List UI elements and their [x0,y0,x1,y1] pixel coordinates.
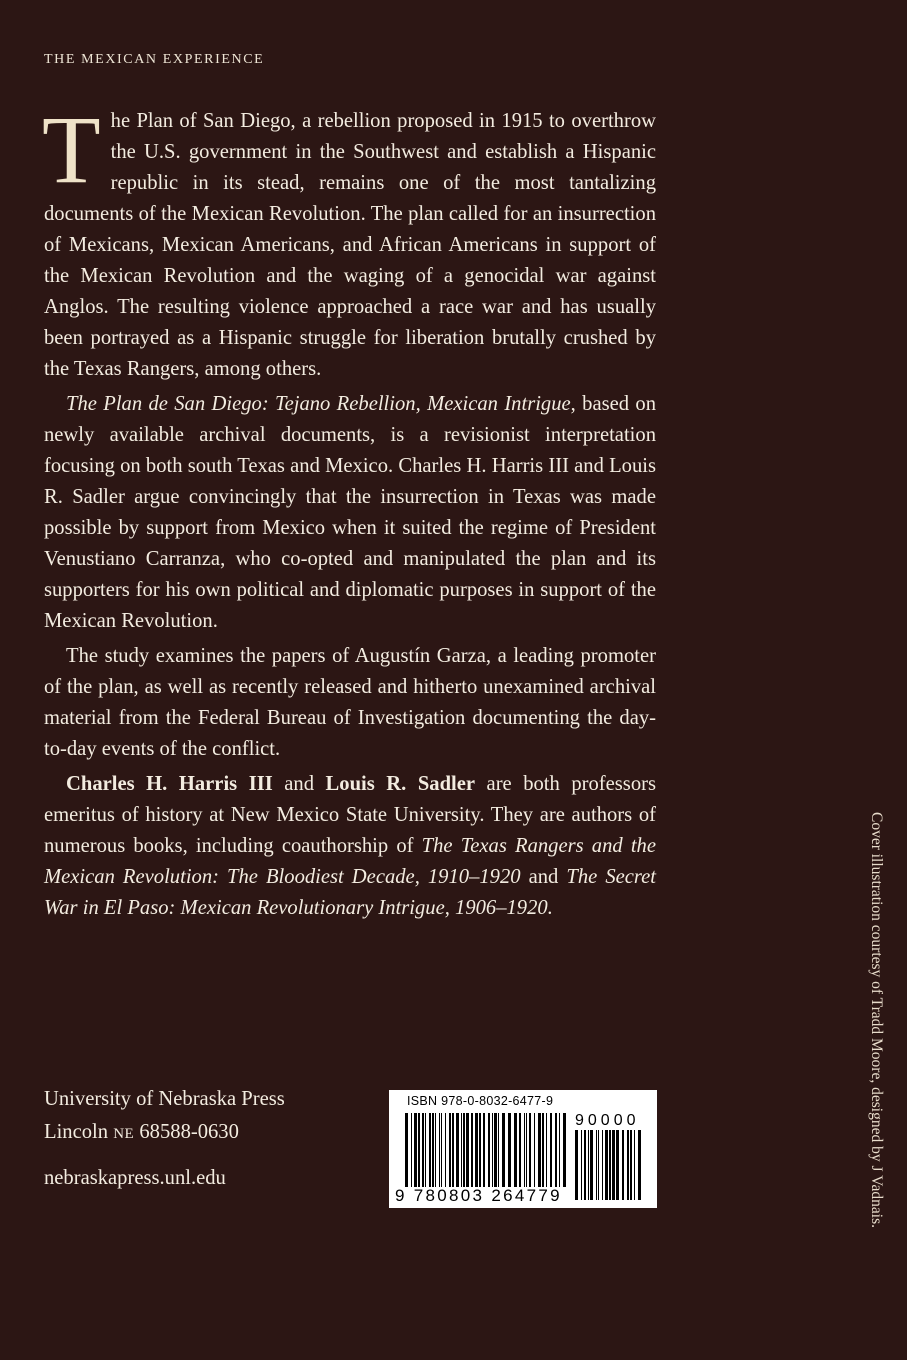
summary-paragraph [44,389,656,637]
study-paragraph [44,641,656,765]
barcode-addon-bars-icon [575,1130,641,1200]
bio-text-2: and [520,866,567,888]
drop-cap: T [42,96,101,203]
book-title-1: The Texas Rangers and the Mexican Revolution: The Bloodiest Decade, 1910–1920 [44,835,656,888]
author-name-1: Charles H. Harris III [66,773,273,795]
barcode-bars-icon [405,1113,567,1187]
book-description [42,96,657,924]
intro-text: he Plan of San Diego, a rebellion proposed in 1915 to overthrow the U.S. government in the Southwest and establish a Hispanic republic in its stead, remains one of the most tantalizing documents of the Mexican Revolution. The plan called for an insurrection of Mexicans, Mexican Americans, and African Americans in support of the Mexican Revolution and the waging of a genocidal war against Anglos. The resulting violence approached a race war and has usually been portrayed as a Hispanic struggle for liberation brutally crushed by the Texas Rangers, among others. [44,110,656,380]
isbn-barcode [389,1090,657,1208]
book-title: The Plan de San Diego: Tejano Rebellion, Mexican Intrigue [66,393,571,415]
publisher-address [44,1116,285,1151]
intro-paragraph [42,96,656,385]
bio-and: and [272,773,326,795]
bio-text-1: are both professors emeritus of history at New Mexico State University. They are authors of numerous books, including coauthorship of [44,773,656,857]
isbn-label: ISBN 978-0-8032-6477-9 [407,1094,554,1108]
barcode-digits: 9 780803 264779 [395,1186,562,1205]
author-name-2: Louis R. Sadler [325,773,476,795]
publisher-zip: 68588-0630 [139,1121,239,1143]
publisher-info [44,1083,285,1151]
publisher-name: University of Nebraska Press [44,1088,285,1110]
publisher-state: NE [113,1126,135,1142]
series-title: THE MEXICAN EXPERIENCE [44,52,265,67]
publisher-city: Lincoln [44,1121,109,1143]
summary-text: , based on newly available archival documents, is a revisionist interpretation focusing on both south Texas and Mexico. Charles H. Harris III and Louis R. Sadler argue convincingly that the insurrection in Texas was made possible by support from Mexico when it suited the regime of President Venustiano Carranza, who co-opted and manipulated the plan and its supporters for his own political and diplomatic purposes in support of the Mexican Revolution. [44,393,656,632]
study-text: The study examines the papers of Augustín Garza, a leading promoter of the plan, as well as recently released and hitherto unexamined archival material from the Federal Bureau of Investigation documenting the day-to-day events of the conflict. [44,645,656,760]
cover-credit: Cover illustration courtesy of Tradd Moore, designed by J Vadnais. [868,812,885,1229]
author-bio [44,769,656,924]
book-title-2: The Secret War in El Paso: Mexican Revolutionary Intrigue, 1906–1920. [44,866,657,919]
publisher-url: nebraskapress.unl.edu [44,1167,226,1189]
barcode-addon-number: 90000 [575,1112,640,1129]
